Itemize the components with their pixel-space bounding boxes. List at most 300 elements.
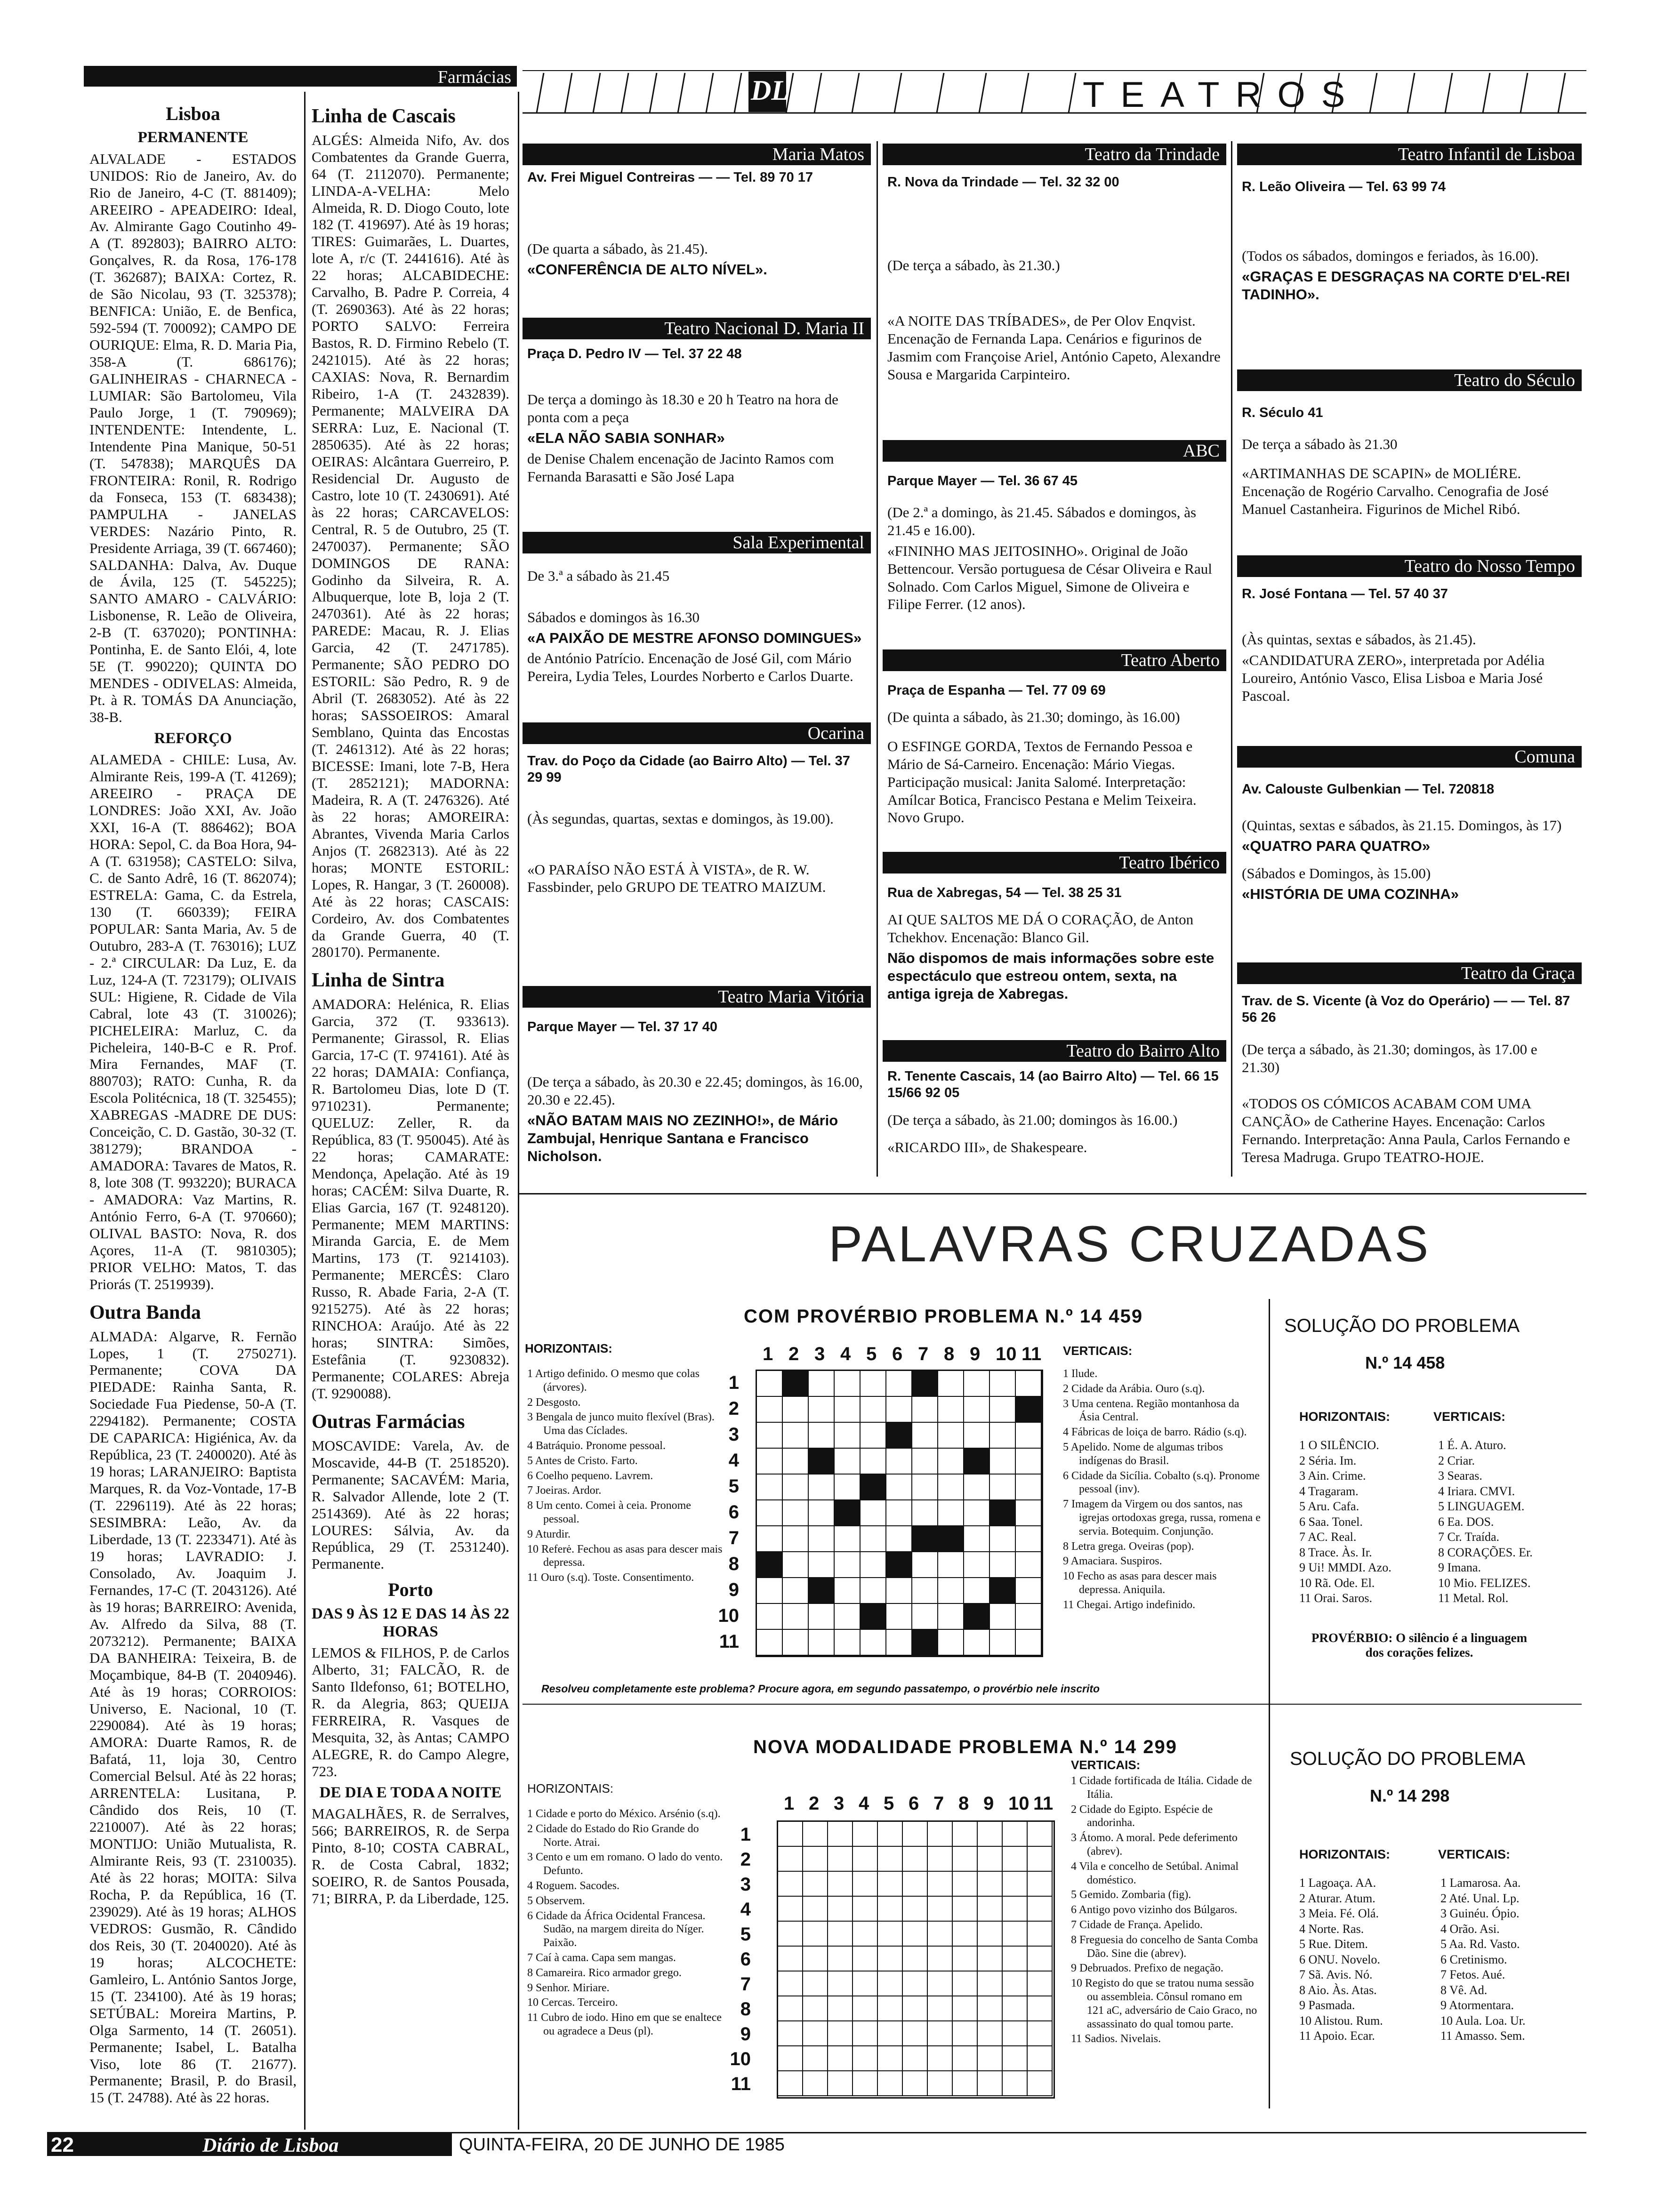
- grid-cell[interactable]: [809, 1397, 835, 1423]
- grid-cell[interactable]: [928, 1822, 953, 1847]
- maria-vitoria-header: [523, 986, 871, 1008]
- grid-cell[interactable]: [928, 1922, 953, 1947]
- grid-cell[interactable]: [886, 1578, 912, 1604]
- grid-cell[interactable]: [1003, 1922, 1028, 1947]
- grid-cell[interactable]: [928, 1847, 953, 1872]
- grid-cell[interactable]: [886, 1500, 912, 1526]
- grid-cell[interactable]: [978, 1922, 1003, 1947]
- grid-cell[interactable]: [835, 1604, 861, 1630]
- maria-vitoria-addr: Parque Mayer — Tel. 37 17 40: [527, 1019, 718, 1034]
- grid-cell[interactable]: [835, 1423, 861, 1449]
- grid-cell[interactable]: [928, 1947, 953, 1972]
- grid-cell[interactable]: [903, 1947, 928, 1972]
- grid-cell[interactable]: [861, 1630, 886, 1656]
- grid-cell[interactable]: [1003, 1947, 1028, 1972]
- grid-cell[interactable]: [757, 1500, 783, 1526]
- grid-cell[interactable]: [903, 1897, 928, 1922]
- clue-item: 2 Séria. Im.: [1299, 1453, 1357, 1467]
- grid-cell[interactable]: [861, 1397, 886, 1423]
- trindade-header: [883, 144, 1226, 165]
- grid-cell[interactable]: [757, 1475, 783, 1500]
- grid-black-cell[interactable]: [964, 1449, 990, 1475]
- grid-cell[interactable]: [1028, 1947, 1053, 1972]
- grid-cell[interactable]: [828, 1922, 853, 1947]
- grid-cell[interactable]: [1028, 2071, 1053, 2096]
- grid-cell[interactable]: [783, 1423, 809, 1449]
- grid-cell[interactable]: [953, 2046, 978, 2071]
- grid-cell[interactable]: [953, 1972, 978, 1996]
- grid-cell[interactable]: [886, 1371, 912, 1397]
- grid-cell[interactable]: [1028, 1847, 1053, 1872]
- clue-item: 9 Senhor. Miriare.: [527, 1981, 610, 1994]
- grid-cell[interactable]: [1028, 1996, 1053, 2021]
- grid-cell[interactable]: [990, 1475, 1016, 1500]
- grid-black-cell[interactable]: [809, 1578, 835, 1604]
- clue-item: 11 Sadios. Nivelais.: [1071, 2033, 1161, 2045]
- permanente-label: PERMANENTE: [137, 129, 249, 146]
- grid-black-cell[interactable]: [886, 1423, 912, 1449]
- grid-cell[interactable]: [903, 1972, 928, 1996]
- grid-cell[interactable]: [903, 1996, 928, 2021]
- grid-cell[interactable]: [938, 1397, 964, 1423]
- grid-cell[interactable]: [1003, 1847, 1028, 1872]
- grid-cell[interactable]: [809, 1526, 835, 1552]
- lisboa-permanente-text: ALVALADE - ESTADOS UNIDOS: Rio de Janeiro, Av. do Rio de Janeiro, 4-C (T. 881409); AREEIRO - APEADEIRO: Ideal, Av. Almirante Gago Coutinho 49-A (T. 892803); BAIRRO ALTO: Gonçalves, R. da Rosa, 176-178 (T. 362687); BAIXA: Cortez, R. de São Nicolau, 93 (T. 325378); BENFICA: União, E. de Benfica, 592-594 (T. 700092); CAMPO DE OURIQUE: Elma, R. D. Maria Pia, 358-A (T. 686176); GALINHEIRAS - CHARNECA -LUMIAR: São Bartolomeu, Vila Paulo Jorge, 1 (T. 790969); INTENDENTE: Intendente, L. Intendente Pina Manique, 50-51 (T. 547838); MARQUÊS DA FRONTEIRA: Ronil, R. Rodrigo da Fonseca, 153 (T. 683438); PAMPULHA - JANELAS VERDES: Nazário Pinto, R. Presidente Arriaga, 39 (T. 667460); SALDANHA: Dalva, Av. Duque de Ávila, 125 (T. 545225); SANTO AMARO - CALVÁRIO: Lisbonense, R. Leão de Oliveira, 2-B (T. 637020); PONTINHA: Pontinha, E. de Santo Elói, 4, lote 5E (T. 990220); QUINTA DO MENDES - ODIVELAS: Almeida, Pt. à R. TOMÁS DA Anunciação, 38-B.: [89, 150, 297, 726]
- grid-cell[interactable]: [757, 1371, 783, 1397]
- aberto-header: [883, 649, 1226, 671]
- grid-cell[interactable]: [757, 1526, 783, 1552]
- grid-cell[interactable]: [778, 2071, 803, 2096]
- grid-cell[interactable]: [964, 1578, 990, 1604]
- clue-item: 9 Debruados. Prefixo de negação.: [1071, 1962, 1223, 1975]
- grid-cell[interactable]: [828, 1822, 853, 1847]
- grid-cell[interactable]: [978, 2046, 1003, 2071]
- grid-cell[interactable]: [1016, 1630, 1042, 1656]
- abc-block: [887, 473, 1222, 616]
- grid-cell[interactable]: [803, 1996, 828, 2021]
- grid-cell[interactable]: [990, 1604, 1016, 1630]
- grid-cell[interactable]: [990, 1423, 1016, 1449]
- grid-black-cell[interactable]: [1016, 1397, 1042, 1423]
- grid-row-number: 9: [728, 1579, 739, 1600]
- grid-col-number: 4: [840, 1344, 851, 1364]
- grid-col-number: 6: [892, 1344, 903, 1364]
- grid-cell[interactable]: [783, 1552, 809, 1578]
- footer-page-number: 22: [51, 2133, 74, 2156]
- grid-cell[interactable]: [853, 1922, 878, 1947]
- clue-item: 3 Uma centena. Região montanhosa da Ásia Central.: [1063, 1397, 1239, 1424]
- grid-cell[interactable]: [953, 1996, 978, 2021]
- grid-cell[interactable]: [978, 2071, 1003, 2096]
- grid-cell[interactable]: [953, 1922, 978, 1947]
- grid-cell[interactable]: [828, 1897, 853, 1922]
- grid-row-number: 11: [719, 1631, 739, 1652]
- grid-cell[interactable]: [778, 1872, 803, 1897]
- grid-cell[interactable]: [1028, 1972, 1053, 1996]
- grid-cell[interactable]: [835, 1449, 861, 1475]
- grid-black-cell[interactable]: [912, 1371, 938, 1397]
- grid-cell[interactable]: [903, 1872, 928, 1897]
- grid-cell[interactable]: [1003, 1872, 1028, 1897]
- grid-cell[interactable]: [978, 1872, 1003, 1897]
- grid-cell[interactable]: [928, 2021, 953, 2046]
- grid-cell[interactable]: [835, 1475, 861, 1500]
- grid-cell[interactable]: [1028, 1922, 1053, 1947]
- grid-cell[interactable]: [803, 1972, 828, 1996]
- grid-cell[interactable]: [803, 2046, 828, 2071]
- grid-cell[interactable]: [878, 1947, 903, 1972]
- grid-cell[interactable]: [828, 2021, 853, 2046]
- sala-exp-sched: De 3.ª a sábado às 21.45: [527, 568, 670, 584]
- grid-cell[interactable]: [853, 2071, 878, 2096]
- grid-cell[interactable]: [783, 1578, 809, 1604]
- grid-cell[interactable]: [953, 2071, 978, 2096]
- grid-cell[interactable]: [861, 1449, 886, 1475]
- grid-cell[interactable]: [1016, 1500, 1042, 1526]
- grid-cell[interactable]: [953, 2021, 978, 2046]
- grid-cell[interactable]: [928, 1996, 953, 2021]
- grid-cell[interactable]: [803, 2071, 828, 2096]
- clue-item: 4 Tragaram.: [1299, 1484, 1359, 1498]
- grid-cell[interactable]: [783, 1475, 809, 1500]
- grid-col-number: 7: [918, 1344, 929, 1364]
- grid-row-number: 8: [740, 1999, 751, 2020]
- grid-cell[interactable]: [809, 1371, 835, 1397]
- grid-row-number: 6: [728, 1502, 739, 1523]
- grid-cell[interactable]: [757, 1578, 783, 1604]
- grid-cell[interactable]: [828, 2071, 853, 2096]
- grid-cell[interactable]: [835, 1552, 861, 1578]
- grid-cell[interactable]: [1016, 1552, 1042, 1578]
- grid-cell[interactable]: [928, 2071, 953, 2096]
- grid-cell[interactable]: [803, 2021, 828, 2046]
- grid-cell[interactable]: [828, 1847, 853, 1872]
- grid-cell[interactable]: [938, 1449, 964, 1475]
- clue-item: 8 Letra grega. Oveiras (pop).: [1063, 1540, 1194, 1553]
- grid-cell[interactable]: [783, 1604, 809, 1630]
- grid-cell[interactable]: [803, 1822, 828, 1847]
- grid-cell[interactable]: [1003, 2021, 1028, 2046]
- grid-cell[interactable]: [757, 1397, 783, 1423]
- grid-cell[interactable]: [757, 1604, 783, 1630]
- grid-cell[interactable]: [938, 1630, 964, 1656]
- grid-cell[interactable]: [886, 1526, 912, 1552]
- grid-cell[interactable]: [878, 2071, 903, 2096]
- grid-cell[interactable]: [778, 1972, 803, 1996]
- grid-cell[interactable]: [757, 1449, 783, 1475]
- grid-cell[interactable]: [828, 1972, 853, 1996]
- grid-black-cell[interactable]: [990, 1500, 1016, 1526]
- sala-exp-block: [527, 567, 866, 688]
- grid-cell[interactable]: [809, 1423, 835, 1449]
- grid-cell[interactable]: [803, 1897, 828, 1922]
- grid-cell[interactable]: [978, 1947, 1003, 1972]
- clue-item: 7 AC. Real.: [1299, 1530, 1357, 1544]
- grid-cell[interactable]: [861, 1423, 886, 1449]
- grid-cell[interactable]: [835, 1578, 861, 1604]
- grid-cell[interactable]: [990, 1449, 1016, 1475]
- grid-cell[interactable]: [928, 1872, 953, 1897]
- grid-cell[interactable]: [990, 1630, 1016, 1656]
- grid-cell[interactable]: [853, 1822, 878, 1847]
- grid-cell[interactable]: [903, 2046, 928, 2071]
- grid-cell[interactable]: [886, 1604, 912, 1630]
- graca-name: Teatro da Graça: [1461, 963, 1575, 983]
- grid-cell[interactable]: [912, 1578, 938, 1604]
- grid-row-number: 9: [740, 2024, 751, 2044]
- iberico-play: AI QUE SALTOS ME DÁ O CORAÇÃO, de Anton Tchekhov. Encenação: Blanco Gil.: [887, 911, 1194, 946]
- grid-cell[interactable]: [853, 1972, 878, 1996]
- grid-black-cell[interactable]: [757, 1552, 783, 1578]
- grid-col-number: 8: [944, 1344, 955, 1364]
- grid-cell[interactable]: [1016, 1604, 1042, 1630]
- grid-col-number: 5: [866, 1344, 877, 1364]
- infantil-header: [1237, 144, 1582, 165]
- grid-cell[interactable]: [1016, 1475, 1042, 1500]
- grid-cell[interactable]: [912, 1500, 938, 1526]
- grid-cell[interactable]: [861, 1578, 886, 1604]
- clue-item: 1 O SILÊNCIO.: [1299, 1438, 1379, 1452]
- seculo-header: [1237, 369, 1582, 391]
- grid-cell[interactable]: [912, 1552, 938, 1578]
- grid-cell[interactable]: [886, 1397, 912, 1423]
- grid-cell[interactable]: [1016, 1526, 1042, 1552]
- grid-cell[interactable]: [886, 1475, 912, 1500]
- seculo-block: [1242, 405, 1577, 521]
- grid-cell[interactable]: [783, 1630, 809, 1656]
- grid-cell[interactable]: [828, 1872, 853, 1897]
- clue-item: 5 Aru. Cafa.: [1299, 1499, 1359, 1513]
- grid-cell[interactable]: [878, 1996, 903, 2021]
- grid-cell[interactable]: [803, 1872, 828, 1897]
- grid-cell[interactable]: [978, 1972, 1003, 1996]
- comuna-header: [1237, 746, 1582, 768]
- grid-cell[interactable]: [1016, 1578, 1042, 1604]
- clue-item: 8 CORAÇÕES. Er.: [1438, 1545, 1533, 1559]
- grid-cell[interactable]: [903, 1922, 928, 1947]
- grid-cell[interactable]: [783, 1526, 809, 1552]
- grid-black-cell[interactable]: [912, 1630, 938, 1656]
- grid-cell[interactable]: [928, 1972, 953, 1996]
- grid-cell[interactable]: [978, 1822, 1003, 1847]
- grid-cell[interactable]: [1028, 2021, 1053, 2046]
- grid-cell[interactable]: [912, 1604, 938, 1630]
- grid-cell[interactable]: [938, 1604, 964, 1630]
- clue-item: 5 LINGUAGEM.: [1438, 1499, 1525, 1513]
- grid-cell[interactable]: [803, 1922, 828, 1947]
- grid-cell[interactable]: [928, 1897, 953, 1922]
- grid-cell[interactable]: [783, 1449, 809, 1475]
- grid-cell[interactable]: [835, 1397, 861, 1423]
- grid-cell[interactable]: [978, 1996, 1003, 2021]
- clue-item: 8 Freguesia do concelho de Santa Comba Dão. Sine die (abrev).: [1071, 1933, 1258, 1960]
- grid-cell[interactable]: [1028, 1872, 1053, 1897]
- clue-item: 7 Joeiras. Ardor.: [527, 1484, 602, 1497]
- iberico-addr: Rua de Xabregas, 54 — Tel. 38 25 31: [887, 885, 1122, 900]
- grid-cell[interactable]: [1003, 1822, 1028, 1847]
- problem-1-horiz-clues: [527, 1367, 725, 1586]
- grid-cell[interactable]: [953, 1822, 978, 1847]
- grid-cell[interactable]: [1003, 2071, 1028, 2096]
- grid-cell[interactable]: [1003, 1897, 1028, 1922]
- grid-cell[interactable]: [964, 1423, 990, 1449]
- grid-cell[interactable]: [903, 1822, 928, 1847]
- comuna-sched-2: (Sábados e Domingos, às 15.00): [1242, 865, 1431, 882]
- grid-cell[interactable]: [912, 1423, 938, 1449]
- grid-black-cell[interactable]: [886, 1552, 912, 1578]
- grid-cell[interactable]: [912, 1397, 938, 1423]
- grid-cell[interactable]: [912, 1449, 938, 1475]
- grid-cell[interactable]: [1028, 1897, 1053, 1922]
- grid-cell[interactable]: [1003, 1972, 1028, 1996]
- grid-black-cell[interactable]: [809, 1449, 835, 1475]
- grid-cell[interactable]: [778, 1822, 803, 1847]
- grid-cell[interactable]: [964, 1475, 990, 1500]
- grid-cell[interactable]: [853, 1897, 878, 1922]
- grid-cell[interactable]: [903, 2021, 928, 2046]
- grid-cell[interactable]: [861, 1526, 886, 1552]
- grid-cell[interactable]: [757, 1423, 783, 1449]
- grid-cell[interactable]: [1016, 1449, 1042, 1475]
- grid-cell[interactable]: [953, 1897, 978, 1922]
- grid-cell[interactable]: [809, 1500, 835, 1526]
- grid-cell[interactable]: [978, 2021, 1003, 2046]
- grid-black-cell[interactable]: [783, 1371, 809, 1397]
- grid-black-cell[interactable]: [990, 1578, 1016, 1604]
- grid-cell[interactable]: [778, 1922, 803, 1947]
- grid-cell[interactable]: [938, 1552, 964, 1578]
- grid-cell[interactable]: [809, 1630, 835, 1656]
- comuna-play: «QUATRO PARA QUATRO»: [1242, 838, 1431, 855]
- grid-cell[interactable]: [903, 2071, 928, 2096]
- grid-cell[interactable]: [778, 1897, 803, 1922]
- grid-cell[interactable]: [778, 2021, 803, 2046]
- grid-cell[interactable]: [828, 2046, 853, 2071]
- grid-cell[interactable]: [809, 1604, 835, 1630]
- grid-cell[interactable]: [912, 1475, 938, 1500]
- grid-cell[interactable]: [964, 1552, 990, 1578]
- grid-cell[interactable]: [783, 1397, 809, 1423]
- grid-cell[interactable]: [990, 1526, 1016, 1552]
- grid-black-cell[interactable]: [938, 1526, 964, 1552]
- grid-cell[interactable]: [778, 1847, 803, 1872]
- grid-cell[interactable]: [938, 1371, 964, 1397]
- grid-cell[interactable]: [853, 1847, 878, 1872]
- grid-cell[interactable]: [878, 1847, 903, 1872]
- grid-cell[interactable]: [964, 1500, 990, 1526]
- grid-cell[interactable]: [783, 1500, 809, 1526]
- grid-cell[interactable]: [757, 1630, 783, 1656]
- grid-cell[interactable]: [1028, 2046, 1053, 2071]
- grid-cell[interactable]: [938, 1578, 964, 1604]
- clue-item: 9 Imana.: [1438, 1561, 1481, 1574]
- grid-cell[interactable]: [938, 1423, 964, 1449]
- grid-black-cell[interactable]: [861, 1604, 886, 1630]
- grid-cell[interactable]: [803, 1847, 828, 1872]
- grid-cell[interactable]: [953, 1947, 978, 1972]
- grid-cell[interactable]: [990, 1397, 1016, 1423]
- grid-cell[interactable]: [964, 1630, 990, 1656]
- grid-cell[interactable]: [835, 1371, 861, 1397]
- grid-cell[interactable]: [1003, 1996, 1028, 2021]
- grid-cell[interactable]: [964, 1371, 990, 1397]
- grid-cell[interactable]: [778, 1947, 803, 1972]
- grid-cell[interactable]: [835, 1526, 861, 1552]
- grid-cell[interactable]: [903, 1847, 928, 1872]
- sintra-title: Linha de Sintra: [312, 970, 445, 992]
- grid-cell[interactable]: [861, 1500, 886, 1526]
- grid-cell[interactable]: [928, 2046, 953, 2071]
- grid-cell[interactable]: [853, 2021, 878, 2046]
- grid-cell[interactable]: [1016, 1371, 1042, 1397]
- grid-cell[interactable]: [828, 1947, 853, 1972]
- grid-cell[interactable]: [853, 2046, 878, 2071]
- grid-cell[interactable]: [878, 1972, 903, 1996]
- grid-cell[interactable]: [978, 1897, 1003, 1922]
- grid-cell[interactable]: [878, 2046, 903, 2071]
- outra-banda-text: ALMADA: Algarve, R. Fernão Lopes, 1 (T. 2750271). Permanente; COVA DA PIEDADE: Rainha Santa, R. Sociedade Fua Piedense, 50-A (T. 2294182). Permanente; COSTA DE CAPARICA: Higiénica, Av. da República, 23 (T. 2400020). Até às 19 horas; LARANJEIRO: Baptista Marques, R. da Voz-Vontade, 17-B (T. 2296119). Até às 22 horas; SESIMBRA: Leão, Av. da Liberdade, 13 (T. 2233471). Até às 19 horas; LAVRADIO: J. Consolado, Av. Joaquim J. Fernandes, 17-C (T. 2043126). Até às 19 horas; BARREIRO: Avenida, Av. Alfredo da Silva, 88 (T. 2073212). Permanente; BAIXA DA BANHEIRA: Teixeira, B. de Moçambique, 84-B (T. 2040946). Até às 19 horas; CORROIOS: Universo, E. Nacional, 10 (T. 2290084). Até às 19 horas; AMORA: Duarte Ramos, R. de Bafatá, 11, loja 30, Centro Comercial Belsul. Até às 22 horas; ARRENTELA: Lusitana, P. Cândido dos Reis, 10 (T. 2210007). Até às 22 horas; MONTIJO: União Mutualista, R. Almirante Reis, 93 (T. 2310035). Até às 22 horas; MOITA: Silva Rocha, P. da República, 16 (T. 239029). Até às 19 horas; ALHOS VEDROS: Gusmão, R. Cândido dos Reis, 30 (T. 2040020). Até às 19 horas; ALCOCHETE: Gamleiro, L. António Santos Jorge, 15 (T. 234100). Até às 19 horas; SETÚBAL: Moreira Martins, P. Olga Sarmento, 14 (T. 26051). Permanente; Isabel, L. Batalha Viso, lote 86 (T. 21677). Permanente; Brasil, P. do Brasil, 15 (T. 24788). Até às 22 horas.: [89, 1328, 297, 2106]
- grid-cell[interactable]: [835, 1630, 861, 1656]
- clue-item: 9 Amaciara. Suspiros.: [1063, 1555, 1162, 1568]
- grid-cell[interactable]: [964, 1526, 990, 1552]
- clue-item: 8 Vê. Ad.: [1440, 1983, 1488, 1997]
- grid-cell[interactable]: [886, 1630, 912, 1656]
- grid-cell[interactable]: [990, 1371, 1016, 1397]
- maria-matos-addr: Av. Frei Miguel Contreiras — — Tel. 89 70 17: [527, 170, 813, 185]
- grid-cell[interactable]: [1016, 1423, 1042, 1449]
- grid-cell[interactable]: [828, 1996, 853, 2021]
- grid-cell[interactable]: [809, 1552, 835, 1578]
- grid-cell[interactable]: [964, 1397, 990, 1423]
- grid-row-number: 10: [730, 2049, 751, 2069]
- grid-cell[interactable]: [978, 1847, 1003, 1872]
- grid-cell[interactable]: [1003, 2046, 1028, 2071]
- comuna-sched: (Quintas, sextas e sábados, às 21.15. Domingos, às 17): [1242, 817, 1562, 834]
- grid-cell[interactable]: [803, 1947, 828, 1972]
- grid-black-cell[interactable]: [964, 1604, 990, 1630]
- grid-cell[interactable]: [953, 1847, 978, 1872]
- grid-cell[interactable]: [853, 1872, 878, 1897]
- grid-cell[interactable]: [853, 1947, 878, 1972]
- grid-black-cell[interactable]: [912, 1526, 938, 1552]
- grid-cell[interactable]: [809, 1475, 835, 1500]
- grid-cell[interactable]: [953, 1872, 978, 1897]
- porto-text-1: LEMOS & FILHOS, P. de Carlos Alberto, 31; FALCÃO, R. de Santo Ildefonso, 61; BOTELHO, R. da Alegria, 863; QUEIJA FERREIRA, R. Vasques de Mesquita, 32, às Antas; CAMPO ALEGRE, R. do Campo Alegre, 723.: [312, 1644, 509, 1779]
- grid-cell[interactable]: [886, 1449, 912, 1475]
- grid-cell[interactable]: [1028, 1822, 1053, 1847]
- grid-cell[interactable]: [861, 1552, 886, 1578]
- clue-item: 1 Ilude.: [1063, 1368, 1098, 1380]
- grid-black-cell[interactable]: [835, 1500, 861, 1526]
- grid-cell[interactable]: [990, 1552, 1016, 1578]
- clue-item: 3 Átomo. A moral. Pede deferimento (abrev).: [1071, 1832, 1238, 1858]
- grid-cell[interactable]: [878, 1872, 903, 1897]
- maria-vitoria-name: Teatro Maria Vitória: [718, 987, 864, 1007]
- grid-cell[interactable]: [878, 2021, 903, 2046]
- grid-cell[interactable]: [861, 1371, 886, 1397]
- grid-black-cell[interactable]: [861, 1475, 886, 1500]
- grid-cell[interactable]: [878, 1897, 903, 1922]
- grid-cell[interactable]: [938, 1500, 964, 1526]
- problem-1-grid: [756, 1370, 1043, 1657]
- grid-cell[interactable]: [778, 2046, 803, 2071]
- grid-cell[interactable]: [778, 1996, 803, 2021]
- grid-cell[interactable]: [938, 1475, 964, 1500]
- grid-cell[interactable]: [878, 1822, 903, 1847]
- grid-cell[interactable]: [853, 1996, 878, 2021]
- solution-2-title: SOLUÇÃO DO PROBLEMA: [1290, 1748, 1526, 1769]
- grid-cell[interactable]: [878, 1922, 903, 1947]
